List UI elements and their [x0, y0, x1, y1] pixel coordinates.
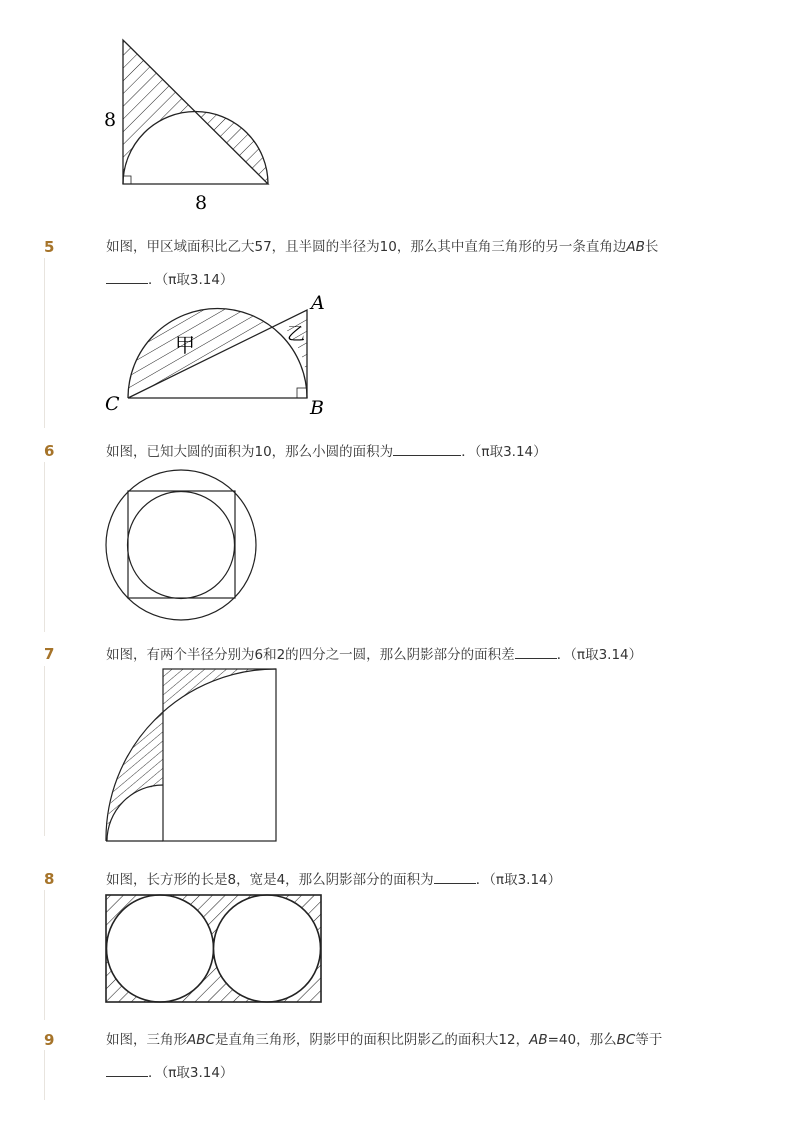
question-text: 如图，甲区域面积比乙大57，且半圆的半径为10，那么其中直角三角形的另一条直角边AB长: [106, 239, 659, 255]
question-text-line2: ．（π取3.14）: [106, 269, 233, 290]
label-B: B: [310, 397, 324, 419]
question-number: 5: [44, 238, 55, 256]
margin-line: [44, 1050, 45, 1100]
question-text: 如图，三角形ABC是直角三角形，阴影甲的面积比阴影乙的面积大12，AB=40，那么BC等于: [106, 1032, 663, 1048]
fig4-label-bottom: 8: [195, 192, 208, 214]
question-text: 如图，长方形的长是8，宽是4，那么阴影部分的面积为 ．（π取3.14）: [106, 869, 561, 890]
answer-blank[interactable]: [106, 1062, 148, 1077]
question-text-line2: ．（π取3.14）: [106, 1062, 233, 1083]
question-number: 6: [44, 442, 55, 460]
question-text: 如图，有两个半径分别为6和2的四分之一圆，那么阴影部分的面积差 ．（π取3.14）: [106, 644, 642, 665]
question-number: 9: [44, 1031, 55, 1049]
question-number: 7: [44, 645, 55, 663]
label-A: A: [311, 292, 325, 314]
question-number: 8: [44, 870, 55, 888]
question-text: 如图，已知大圆的面积为10，那么小圆的面积为 ．（π取3.14）: [106, 441, 547, 462]
label-C: C: [105, 393, 120, 415]
fig4-label-left: 8: [104, 109, 117, 131]
label-jia: 甲: [175, 333, 195, 357]
label-yi: 乙: [287, 324, 305, 345]
